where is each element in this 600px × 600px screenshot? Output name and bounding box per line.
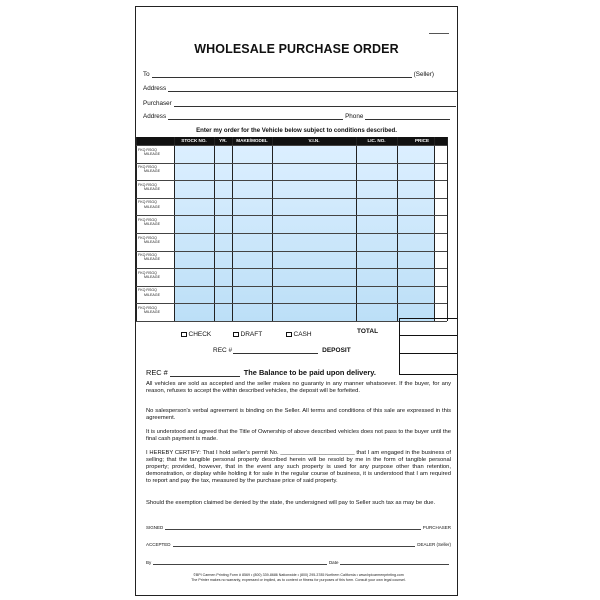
row-options[interactable]: FKQ RSGQ <box>138 165 157 170</box>
table-row <box>138 148 174 156</box>
table-vertical-line <box>397 137 398 321</box>
table-vertical-line <box>447 137 448 321</box>
draft-checkbox[interactable] <box>233 332 239 338</box>
table-vertical-line <box>272 137 273 321</box>
phone-label: Phone <box>345 113 364 120</box>
row-options[interactable]: FKQ RSGQ <box>138 270 157 275</box>
to-field[interactable] <box>143 71 434 78</box>
purchaser-sig-label: PURCHASER <box>422 525 451 530</box>
table-vertical-line <box>232 137 233 321</box>
cash-option[interactable] <box>286 331 312 338</box>
totals-divider-1 <box>399 335 458 336</box>
balance-rec-field[interactable] <box>146 368 376 377</box>
date-line[interactable] <box>340 560 449 565</box>
col-make-model: MAKE/MODEL <box>232 137 272 145</box>
table-horizontal-line <box>136 286 447 287</box>
table-row <box>138 288 174 296</box>
table-horizontal-line <box>136 163 447 164</box>
corner-line <box>429 33 449 34</box>
purchase-order-form <box>135 6 458 596</box>
table-row <box>138 236 174 244</box>
row-options[interactable]: FKQ RSGQ <box>138 200 157 205</box>
exemption-paragraph: Should the exemption claimed be denied by the state, the undersigned will pay to Seller such tax as may be due. <box>146 500 436 506</box>
row-options[interactable]: FKQ RSGQ <box>138 305 157 310</box>
col-vin: V.I.N. <box>272 137 356 145</box>
address-field-2[interactable] <box>143 113 452 120</box>
rec2-label: REC # <box>146 368 168 377</box>
table-row <box>138 218 174 226</box>
terms-paragraph-3: It is understood and agreed that the Title of Ownership of above described vehicles does not pass to the buyer until the final cash payment is made. <box>146 429 451 442</box>
mileage-label: MILEAGE <box>144 310 160 315</box>
table-horizontal-line <box>136 215 447 216</box>
row-options[interactable]: FKQ RSGQ <box>138 182 157 187</box>
table-vertical-line <box>214 137 215 321</box>
mileage-label: MILEAGE <box>144 257 160 262</box>
table-row <box>138 306 174 314</box>
dealer-label: DEALER (Seller) <box>417 542 451 547</box>
certify-paragraph: I HEREBY CERTIFY: That I hold seller's permit No. _______________________ that I am engaged in the business of selling; that the tangible personal property described herein will be resold by me in the form of tangible personal property; provided, however, that in the event any such property is used for any purpose other than retention, demonstration, or display while holding it for sale in the regular course of business, it is understood that I am required to report and pay the tax, measured by the purchase price of said property. <box>146 450 451 484</box>
signed-field[interactable] <box>146 525 451 530</box>
purchaser-field[interactable] <box>143 100 458 107</box>
table-horizontal-line <box>136 145 447 146</box>
accepted-label: ACCEPTED <box>146 542 171 547</box>
purchaser-label: Purchaser <box>143 100 172 107</box>
table-row <box>138 271 174 279</box>
seller-label: (Seller) <box>413 71 434 78</box>
table-horizontal-line <box>136 180 447 181</box>
vehicle-table <box>136 137 447 322</box>
check-option[interactable] <box>181 331 211 338</box>
terms-paragraph-2: No salesperson's verbal agreement is binding on the Seller. All terms and conditions of this sale are expressed in this agreement. <box>146 408 451 421</box>
table-row <box>138 183 174 191</box>
cash-checkbox[interactable] <box>286 332 292 338</box>
balance-text: The Balance to be paid upon delivery. <box>243 368 376 377</box>
accepted-line[interactable] <box>173 542 416 547</box>
totals-box[interactable] <box>399 318 458 375</box>
form-title: WHOLESALE PURCHASE ORDER <box>194 42 399 56</box>
mileage-label: MILEAGE <box>144 292 160 297</box>
row-options[interactable]: FKQ RSGQ <box>138 235 157 240</box>
table-row <box>138 253 174 261</box>
mileage-label: MILEAGE <box>144 274 160 279</box>
rec-label: REC # <box>213 347 233 354</box>
purchaser-line[interactable] <box>174 101 456 107</box>
accepted-field[interactable] <box>146 542 451 547</box>
deposit-label: DEPOSIT <box>322 347 351 354</box>
by-line[interactable] <box>153 560 327 565</box>
by-label: By <box>146 560 152 565</box>
draft-option[interactable] <box>233 331 262 338</box>
table-horizontal-line <box>136 233 447 234</box>
rec-line[interactable] <box>233 348 318 354</box>
address-field-1[interactable] <box>143 85 458 92</box>
mileage-label: MILEAGE <box>144 151 160 156</box>
footer-line-1: ©BPI Carmen Printing Form # 8569 • (800) 339-8686 Nationwide • (800) 295-3785 Northern California • www.bpicarmenprinting.com <box>193 573 404 577</box>
mileage-label: MILEAGE <box>144 186 160 191</box>
date-label: Date <box>328 560 339 565</box>
phone-line[interactable] <box>365 114 450 120</box>
col-lic-no: LIC. NO. <box>356 137 397 145</box>
mileage-label: MILEAGE <box>144 204 160 209</box>
check-checkbox[interactable] <box>181 332 187 338</box>
address-line-1[interactable] <box>168 86 458 92</box>
table-horizontal-line <box>136 198 447 199</box>
by-date-field[interactable] <box>146 560 451 565</box>
table-row <box>138 165 174 173</box>
order-instruction: Enter my order for the Vehicle below subject to conditions described. <box>196 127 397 134</box>
table-vertical-line <box>174 137 175 321</box>
deposit-rec-field[interactable] <box>213 347 351 354</box>
mileage-label: MILEAGE <box>144 239 160 244</box>
table-vertical-line <box>434 137 435 321</box>
rec2-line[interactable] <box>170 370 240 377</box>
mileage-label: MILEAGE <box>144 169 160 174</box>
footer-line-2: The Printer makes no warranty, expressed or implied, as to content or fitness for purposes of this form. Consult your own legal counsel. <box>191 578 406 582</box>
check-label: CHECK <box>188 331 212 338</box>
row-options[interactable]: FKQ RSGQ <box>138 253 157 258</box>
signed-label: SIGNED <box>146 525 164 530</box>
header-blank <box>136 137 174 145</box>
cash-label: CASH <box>293 331 312 338</box>
to-line[interactable] <box>152 72 412 78</box>
table-vertical-line <box>356 137 357 321</box>
totals-divider-2 <box>399 353 458 354</box>
address-line-2[interactable] <box>168 114 343 120</box>
table-vertical-line <box>136 137 137 321</box>
table-horizontal-line <box>136 303 447 304</box>
total-label: TOTAL <box>357 328 379 335</box>
col-stock-no: STOCK NO. <box>174 137 214 145</box>
mileage-label: MILEAGE <box>144 222 160 227</box>
table-horizontal-line <box>136 268 447 269</box>
to-label: To <box>143 71 150 78</box>
table-row <box>138 200 174 208</box>
address-label: Address <box>143 85 167 92</box>
row-options[interactable]: FKQ RSGQ <box>138 288 157 293</box>
terms-paragraph-1: All vehicles are sold as accepted and the seller makes no guaranty in any manner whatsoever. If the buyer, for any reason, refuses to accept the within described vehicles, the deposit will be forfeited. <box>146 381 451 394</box>
col-price: PRICE <box>397 137 447 145</box>
address-label-2: Address <box>143 113 167 120</box>
signed-line[interactable] <box>165 525 420 530</box>
table-horizontal-line <box>136 251 447 252</box>
draft-label: DRAFT <box>240 331 263 338</box>
col-year: YR. <box>214 137 232 145</box>
row-options[interactable]: FKQ RSGQ <box>138 147 157 152</box>
row-options[interactable]: FKQ RSGQ <box>138 217 157 222</box>
